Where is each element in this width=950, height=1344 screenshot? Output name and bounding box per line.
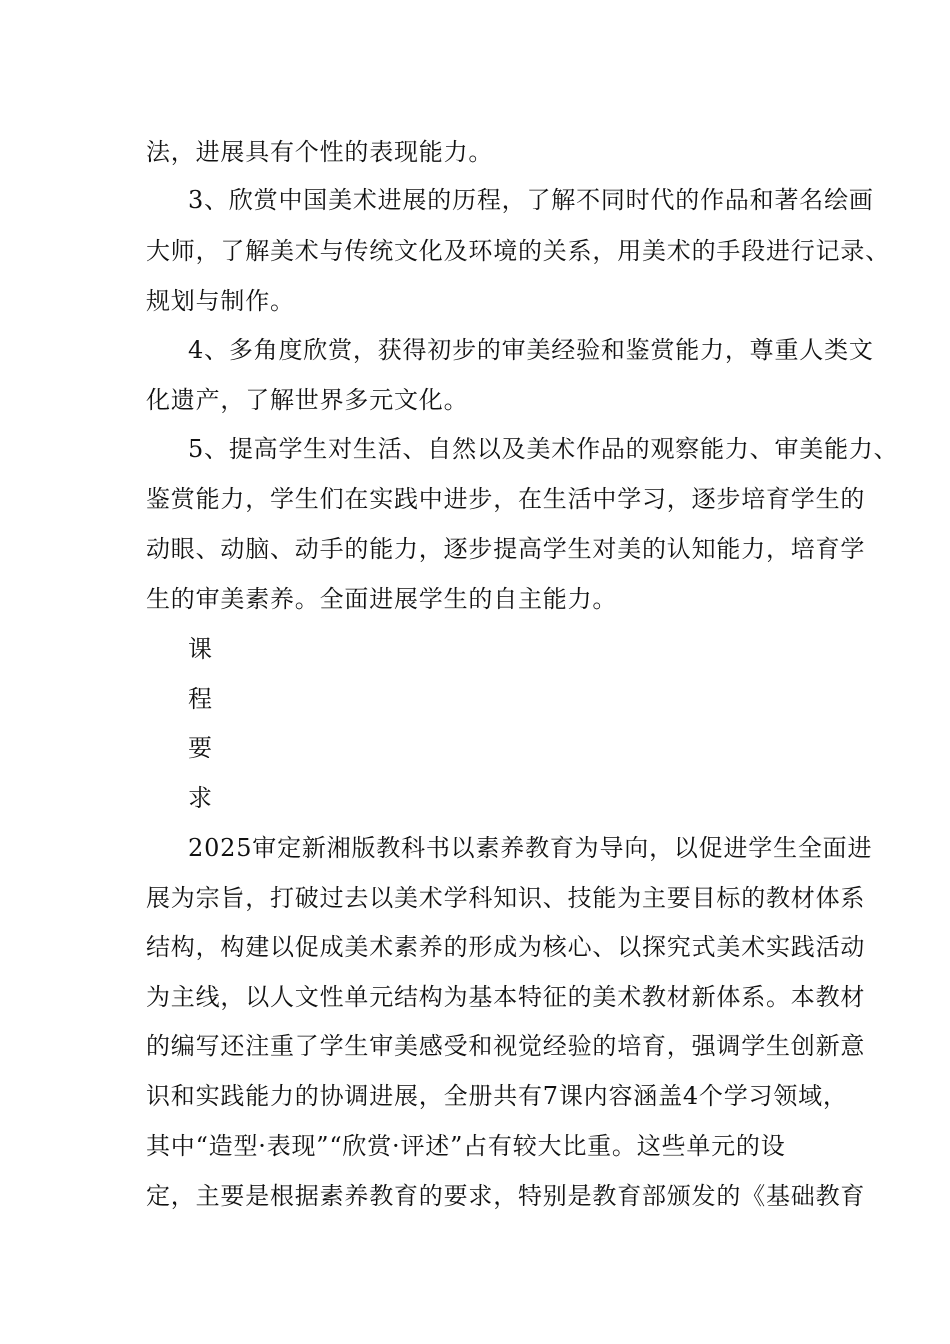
text-line: 法，进展具有个性的表现能力。 bbox=[146, 138, 494, 166]
text-line: 3、欣赏中国美术进展的历程，了解不同时代的作品和著名绘画 bbox=[188, 186, 874, 214]
text-line: 结构，构建以促成美术素养的形成为核心、以探究式美术实践活动 bbox=[146, 933, 866, 961]
text-line: 的编写还注重了学生审美感受和视觉经验的培育，强调学生创新意 bbox=[146, 1032, 866, 1060]
text-line: 2025审定新湘版教科书以素养教育为导向，以促进学生全面进 bbox=[188, 834, 873, 862]
text-line: 为主线，以人文性单元结构为基本特征的美术教材新体系。本教材 bbox=[146, 983, 866, 1011]
section-heading-char: 要 bbox=[188, 734, 213, 762]
text-line: 化遗产，了解世界多元文化。 bbox=[146, 386, 469, 414]
text-line: 大师，了解美术与传统文化及环境的关系，用美术的手段进行记录、 bbox=[146, 237, 890, 265]
text-line: 定，主要是根据素养教育的要求，特别是教育部颁发的《基础教育 bbox=[146, 1182, 866, 1210]
text-line: 规划与制作。 bbox=[146, 287, 295, 315]
text-line: 鉴赏能力，学生们在实践中进步，在生活中学习，逐步培育学生的 bbox=[146, 485, 866, 513]
section-heading-char: 课 bbox=[188, 635, 213, 663]
text-line: 识和实践能力的协调进展，全册共有7课内容涵盖4个学习领域， bbox=[146, 1082, 848, 1110]
text-line: 其中“造型·表现”“欣赏·评述”占有较大比重。这些单元的设 bbox=[146, 1132, 786, 1160]
text-line: 生的审美素养。全面进展学生的自主能力。 bbox=[146, 585, 618, 613]
section-heading-char: 求 bbox=[188, 784, 213, 812]
section-heading-char: 程 bbox=[188, 685, 213, 713]
text-line: 4、多角度欣赏，获得初步的审美经验和鉴赏能力，尊重人类文 bbox=[188, 336, 874, 364]
text-line: 5、提高学生对生活、自然以及美术作品的观察能力、审美能力、 bbox=[188, 435, 899, 463]
text-line: 展为宗旨，打破过去以美术学科知识、技能为主要目标的教材体系 bbox=[146, 884, 866, 912]
text-line: 动眼、动脑、动手的能力，逐步提高学生对美的认知能力，培育学 bbox=[146, 535, 866, 563]
